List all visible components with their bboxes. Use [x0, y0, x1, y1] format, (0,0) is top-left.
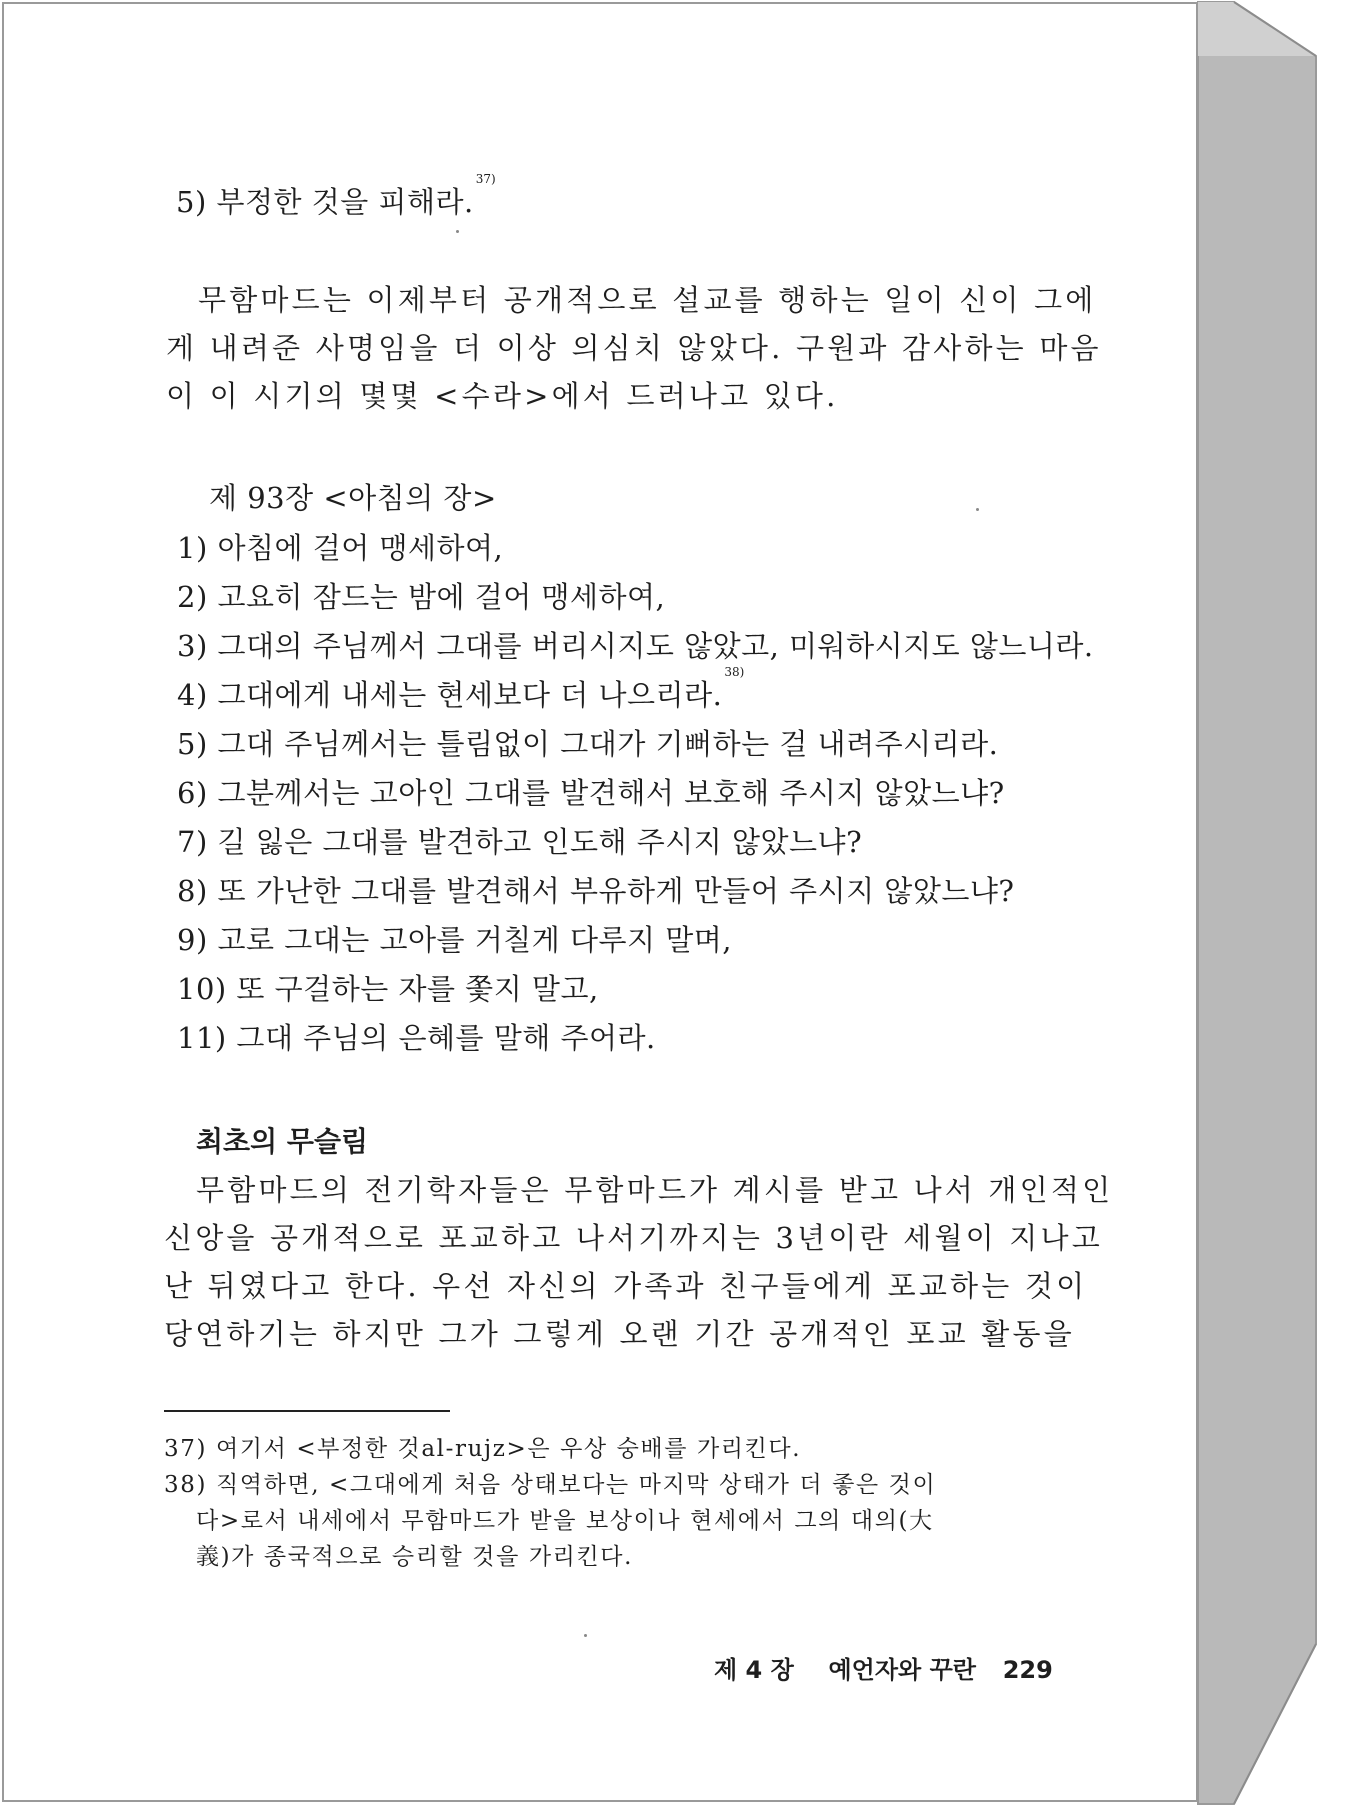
verse-line: 7) 길 잃은 그대를 발견하고 인도해 주시지 않았느냐? — [177, 825, 863, 859]
verse-text: 4) 그대에게 내세는 현세보다 더 나으리라. — [177, 678, 723, 712]
paragraph-line: 게 내려준 사명임을 더 이상 의심치 않았다. 구원과 감사하는 마음 — [166, 331, 1102, 365]
verse-line: 3) 그대의 주님께서 그대를 버리시지도 않았고, 미워하시지도 않느니라. — [177, 629, 1094, 663]
verse-line — [177, 665, 745, 714]
scan-speck — [976, 508, 979, 511]
footnote-38-line: 다>로서 내세에서 무함마드가 받을 보상이나 현세에서 그의 대의(大 — [196, 1508, 934, 1534]
verse-line: 2) 고요히 잠드는 밤에 걸어 맹세하여, — [177, 580, 666, 614]
section-heading: 최초의 무슬림 — [196, 1125, 369, 1158]
paragraph-line: 신앙을 공개적으로 포교하고 나서기까지는 3년이란 세월이 지나고 — [164, 1221, 1103, 1255]
paragraph-line: 무함마드는 이제부터 공개적으로 설교를 행하는 일이 신이 그에 — [198, 283, 1097, 317]
footnote-38-line: 38) 직역하면, <그대에게 처음 상태보다는 마지막 상태가 더 좋은 것이 — [164, 1472, 937, 1498]
verse-line: 8) 또 가난한 그대를 발견해서 부유하게 만들어 주시지 않았느냐? — [177, 874, 1015, 908]
page-number: 229 — [1002, 1656, 1053, 1684]
verse-line: 10) 또 구걸하는 자를 쫓지 말고, — [177, 972, 599, 1006]
quoted-verse-line — [176, 172, 496, 221]
surah-title: 제 93장 <아침의 장> — [209, 481, 497, 515]
footer-title: 예언자와 꾸란 — [828, 1656, 976, 1684]
paragraph-line: 당연하기는 하지만 그가 그렇게 오랜 기간 공개적인 포교 활동을 — [164, 1317, 1075, 1351]
footnote-38-line: 義)가 종국적으로 승리할 것을 가리킨다. — [196, 1544, 633, 1570]
footnote-divider — [164, 1410, 450, 1412]
page-sheet — [2, 2, 1198, 1802]
verse-line: 9) 고로 그대는 고아를 거칠게 다루지 말며, — [177, 923, 733, 957]
paragraph-line: 이 이 시기의 몇몇 <수라>에서 드러나고 있다. — [166, 379, 839, 413]
footnote-ref: 37) — [475, 172, 496, 186]
footnote-ref: 38) — [724, 665, 745, 679]
paragraph-line: 난 뒤였다고 한다. 우선 자신의 가족과 친구들에게 포교하는 것이 — [164, 1269, 1088, 1303]
scan-speck — [456, 230, 459, 233]
verse-line: 1) 아침에 걸어 맹세하여, — [177, 531, 504, 565]
scan-speck — [584, 1634, 587, 1637]
paragraph-line: 무함마드의 전기학자들은 무함마드가 계시를 받고 나서 개인적인 — [196, 1173, 1114, 1207]
verse-line: 6) 그분께서는 고아인 그대를 발견해서 보호해 주시지 않았느냐? — [177, 776, 1005, 810]
verse-line: 5) 그대 주님께서는 틀림없이 그대가 기뻐하는 걸 내려주시리라. — [177, 727, 999, 761]
footnote-37: 37) 여기서 <부정한 것al-rujz>은 우상 숭배를 가리킨다. — [164, 1436, 802, 1462]
footer-chapter: 제 4 장 — [714, 1656, 794, 1684]
running-footer — [714, 1650, 1053, 1685]
verse-line: 11) 그대 주님의 은혜를 말해 주어라. — [177, 1021, 656, 1055]
verse-text: 5) 부정한 것을 피해라. — [176, 185, 474, 219]
